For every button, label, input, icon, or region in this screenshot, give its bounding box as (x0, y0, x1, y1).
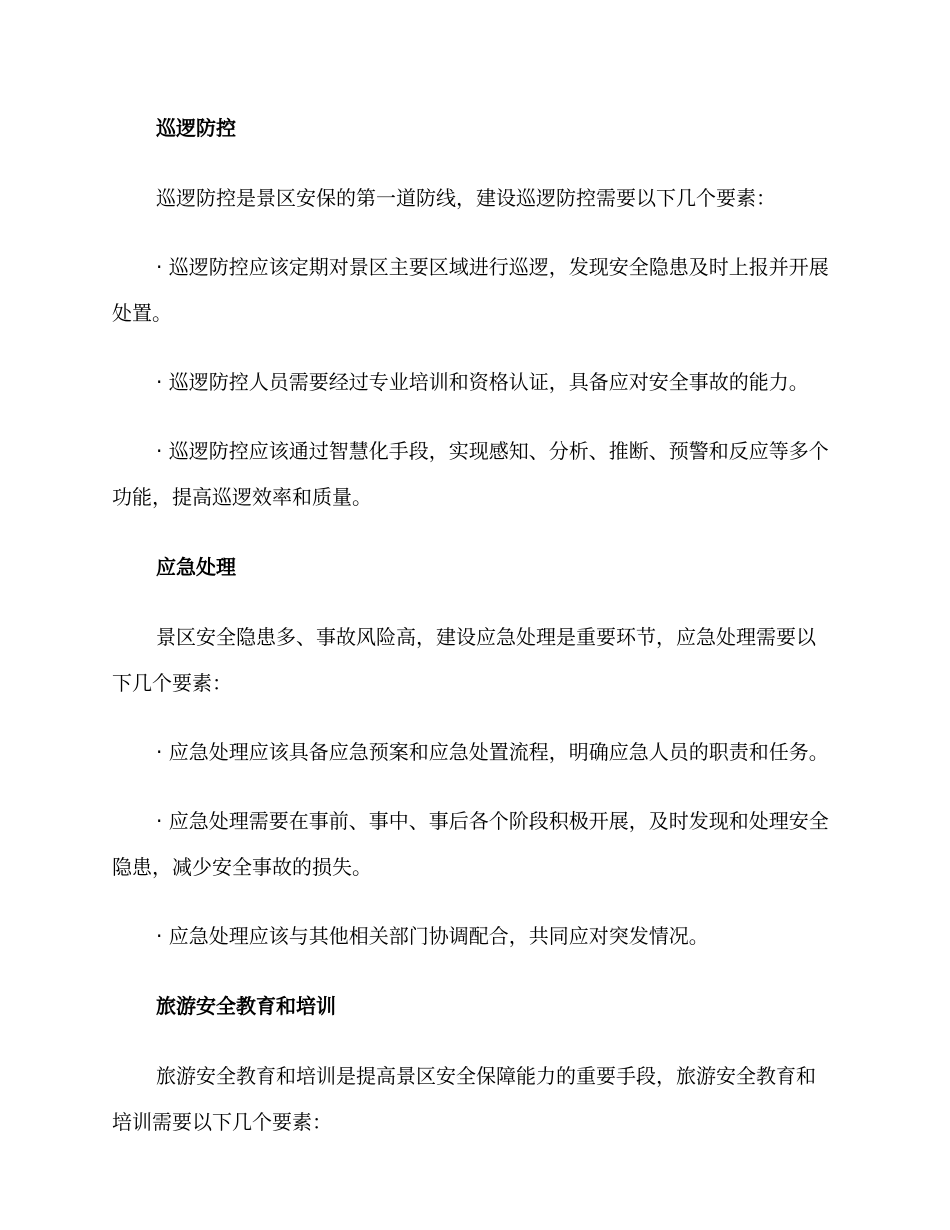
bullet-item: · 应急处理应该具备应急预案和应急处置流程，明确应急人员的职责和任务。 (156, 740, 829, 764)
section-patrol (112, 104, 830, 520)
section-intro: 景区安全隐患多、事故风险高，建设应急处理是重要环节，应急处理需要以下几个要素： (112, 625, 816, 695)
section-heading: 旅游安全教育和培训 (156, 994, 336, 1018)
bullet-item: · 巡逻防控人员需要经过专业培训和资格认证，具备应对安全事故的能力。 (156, 370, 809, 394)
section-heading: 巡逻防控 (156, 116, 236, 140)
bullet-item: · 巡逻防控应该通过智慧化手段，实现感知、分析、推断、预警和反应等多个功能，提高巡逻效率和质量。 (112, 439, 829, 509)
section-heading: 应急处理 (156, 555, 236, 579)
section-intro: 巡逻防控是景区安保的第一道防线，建设巡逻防控需要以下几个要素： (156, 186, 776, 210)
section-education (112, 982, 830, 1145)
bullet-item: · 应急处理需要在事前、事中、事后各个阶段积极开展，及时发现和处理安全隐患，减少安全事故的损失。 (112, 809, 829, 879)
section-emergency (112, 543, 830, 959)
bullet-item: · 应急处理应该与其他相关部门协调配合，共同应对突发情况。 (156, 924, 709, 948)
section-intro: 旅游安全教育和培训是提高景区安全保障能力的重要手段，旅游安全教育和培训需要以下几个要素： (112, 1064, 816, 1134)
bullet-item: · 巡逻防控应该定期对景区主要区域进行巡逻，发现安全隐患及时上报并开展处置。 (112, 255, 829, 325)
document-page (112, 104, 830, 1168)
